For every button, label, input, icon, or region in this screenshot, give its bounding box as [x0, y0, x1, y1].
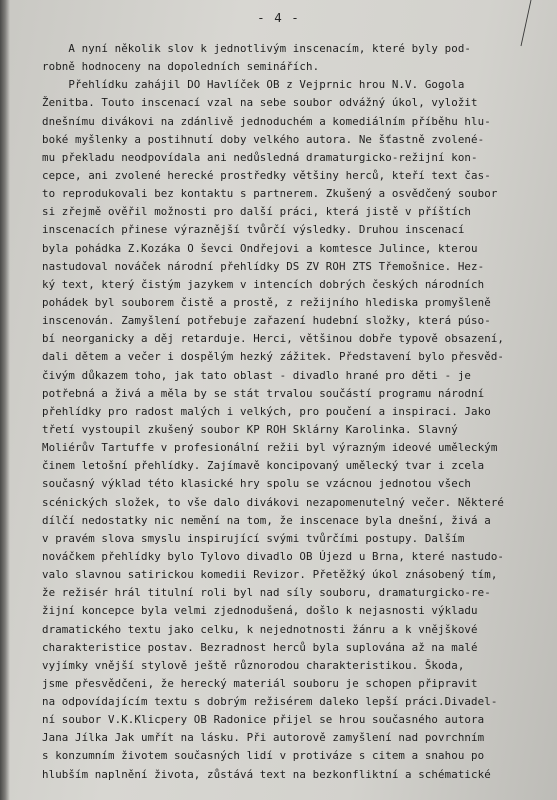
page-number: - 4 - [257, 10, 300, 25]
text-line: mu překladu neodpovídala ani nedůsledná dramaturgicko-režijní kon- [42, 150, 478, 164]
text-line: to reprodukovali bez kontaktu s partnerem. Zkušený a osvědčený soubor [42, 187, 498, 201]
text-line: že režisér hrál titulní roli byl nad síly souboru, dramaturgicko-re- [42, 586, 491, 600]
text-line: nastudoval nováček národní přehlídky DS ZV ROH ZTS Třemošnice. Hez- [42, 259, 485, 273]
text-line: charakteristice postav. Bezradnost herců byla suplována až na malé [42, 640, 478, 654]
page-edge-shadow [0, 0, 10, 800]
text-line: ní soubor V.K.Klicpery OB Radonice přijel se hrou současného autora [42, 713, 485, 727]
text-line: pohádek byl souborem čistě a prostě, z režijního hlediska promyšleně [42, 295, 491, 309]
text-line: dnešnímu divákovi na zdánlivě jednoduchém a komediálním příběhu hlu- [42, 114, 491, 128]
text-line: přehlídky pro radost malých i velkých, pro poučení a inspiraci. Jako [42, 404, 491, 418]
text-line: nováčkem přehlídky bylo Tylovo divadlo OB Újezd u Brna, které nastudo- [42, 549, 505, 563]
text-line: dramatického textu jako celku, k nejednotnosti žánru a k vnějškové [42, 622, 478, 636]
text-line: Ženitba. Touto inscenací vzal na sebe soubor odvážný úkol, vyložit [42, 96, 478, 110]
text-line: potřebná a živá a měla by se stát trvalou součástí programu národní [42, 386, 485, 400]
text-line: Jana Jílka Jak umřít na lásku. Při autorově zamyšlení nad povrchním [42, 731, 485, 745]
document-body [42, 40, 542, 784]
text-line: Moliérův Tartuffe v profesionální režii byl výrazným ideové uměleckým [42, 441, 498, 455]
text-line: scénických složek, to vše dalo divákovi nezapomenutelný večer. Některé [42, 495, 505, 509]
text-line: dílčí nedostatky nic nemění na tom, že inscenace byla dnešní, živá a [42, 513, 491, 527]
text-line: na odpovídajícím textu s dobrým režisérem daleko lepší práci.Divadel- [42, 695, 498, 709]
text-line: bí neorganicky a děj retarduje. Herci, většinou dobře typově obsazení, [42, 332, 505, 346]
text-line: třetí vystoupil zkušený soubor KP ROH Sklárny Karolinka. Slavný [42, 422, 458, 436]
text-line: hlubším naplnění života, zůstává text na bezkonfliktní a schématické [42, 767, 491, 781]
text-line: dali dětem a večer i dospělým hezký zážitek. Představení bylo přesvěd- [42, 350, 505, 364]
text-line: inscenacích přinese výraznější tvůrčí výsledky. Druhou inscenací [42, 223, 465, 237]
text-line: boké myšlenky a postihnutí doby velkého autora. Ne šťastně zvolené- [42, 132, 485, 146]
text-line: s konzumním životem současných lidí v protiváze s citem a snahou po [42, 749, 485, 763]
text-line: robně hodnoceny na dopoledních seminářích. [42, 60, 320, 74]
text-line: inscenován. Zamyšlení potřebuje zařazení hudební složky, která púso- [42, 314, 491, 328]
text-line: jsme přesvědčeni, že herecký materiál souboru je schopen připravit [42, 676, 478, 690]
text-line: ký text, který čistým jazykem v intencích dobrých českých národních [42, 277, 485, 291]
text-line: A nyní několik slov k jednotlivým inscenacím, které byly pod- [42, 42, 472, 55]
text-line: Přehlídku zahájil DO Havlíček OB z Vejprnic hrou N.V. Gogola [42, 78, 465, 92]
text-line: současný výklad této klasické hry spolu se vzácnou jednotou všech [42, 477, 472, 491]
text-line: činem letošní přehlídky. Zajímavě koncipovaný umělecký tvar i zcela [42, 459, 485, 473]
text-line: vyjímky vnější stylově ještě různorodou charakteristikou. Škoda, [42, 658, 465, 672]
text-line: žijní koncepce byla velmi zjednodušená, došlo k nejasnosti výkladu [42, 604, 478, 618]
text-line: čivým důkazem toho, jak tato oblast - divadlo hrané pro děti - je [42, 368, 472, 382]
text-line: byla pohádka Z.Kozáka O ševci Ondřejovi a komtesce Julince, kterou [42, 241, 478, 255]
text-line: cepce, ani zvolené herecké prostředky většiny herců, kteří text čas- [42, 168, 491, 182]
text-line: v pravém slova smyslu inspirující svými tvůrčími postupy. Dalším [42, 531, 465, 545]
text-line: valo slavnou satirickou komedii Revizor. Přetěžký úkol znásobený tím, [42, 568, 498, 582]
text-line: si zřejmě ověřil možnosti pro další práci, která jistě v příštích [42, 205, 472, 219]
